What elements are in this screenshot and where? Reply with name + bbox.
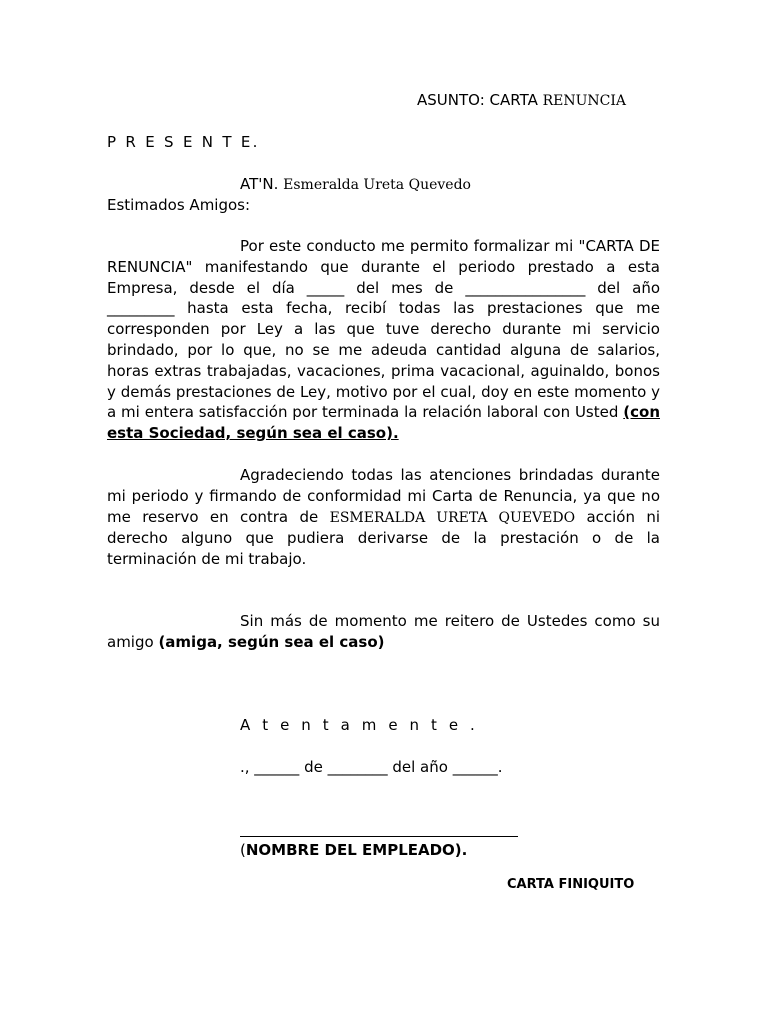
- closing: A t e n t a m e n t e .: [240, 716, 479, 734]
- paragraph-2: [107, 465, 660, 570]
- paragraph-3: [107, 611, 660, 653]
- paragraph-2-after: acción ni derecho alguno que pudiera derivarse de la prestación o de la terminación de mi trabajo.: [107, 507, 660, 569]
- subject-label: ASUNTO: CARTA: [417, 91, 538, 109]
- subject-line: [417, 91, 626, 109]
- signature-open: (: [240, 841, 246, 859]
- paragraph-1-emphasis: (con esta Sociedad, según sea el caso).: [107, 403, 660, 443]
- paragraph-1: [107, 236, 660, 444]
- subject-value: RENUNCIA: [542, 93, 627, 109]
- paragraph-2-before: Agradeciendo todas las atenciones brindadas durante mi periodo y firmando de conformidad mi Carta de Renuncia, ya que no me reservo en contra de: [107, 466, 660, 526]
- footer-title: CARTA FINIQUITO: [507, 877, 635, 892]
- attention-label: AT'N.: [240, 175, 279, 193]
- paragraph-1-text: Por este conducto me permito formalizar mi "CARTA DE RENUNCIA" manifestando que durante el periodo prestado a esta Empresa, desde el día _____ del mes de ________________ del año _________ hasta esta fecha, recibí todas las prestaciones que me corresponden por Ley a las que tuve derecho durante mi servicio brindado, por lo que, no se me adeuda cantidad alguna de salarios, horas extras trabajadas, vacaciones, prima vacacional, aguinaldo, bonos y demás prestaciones de Ley, motivo por el cual, doy en este momento y a mi entera satisfacción por terminada la relación laboral con Usted: [107, 237, 660, 422]
- paragraph-3-text: Sin más de momento me reitero de Ustedes como su amigo: [107, 612, 660, 651]
- attention-line: [240, 175, 471, 193]
- paragraph-3-emphasis: (amiga, según sea el caso): [158, 632, 385, 651]
- greeting: Estimados Amigos:: [107, 196, 251, 214]
- attention-name: Esmeralda Ureta Quevedo: [283, 177, 471, 193]
- signature-line: [240, 836, 518, 837]
- presente-heading: P R E S E N T E.: [107, 133, 260, 151]
- paragraph-2-company: ESMERALDA URETA QUEVEDO: [329, 509, 576, 526]
- signature-name: [240, 841, 467, 859]
- date-line: ., ______ de ________ del año ______.: [240, 758, 503, 776]
- signature-label: NOMBRE DEL EMPLEADO).: [245, 841, 468, 859]
